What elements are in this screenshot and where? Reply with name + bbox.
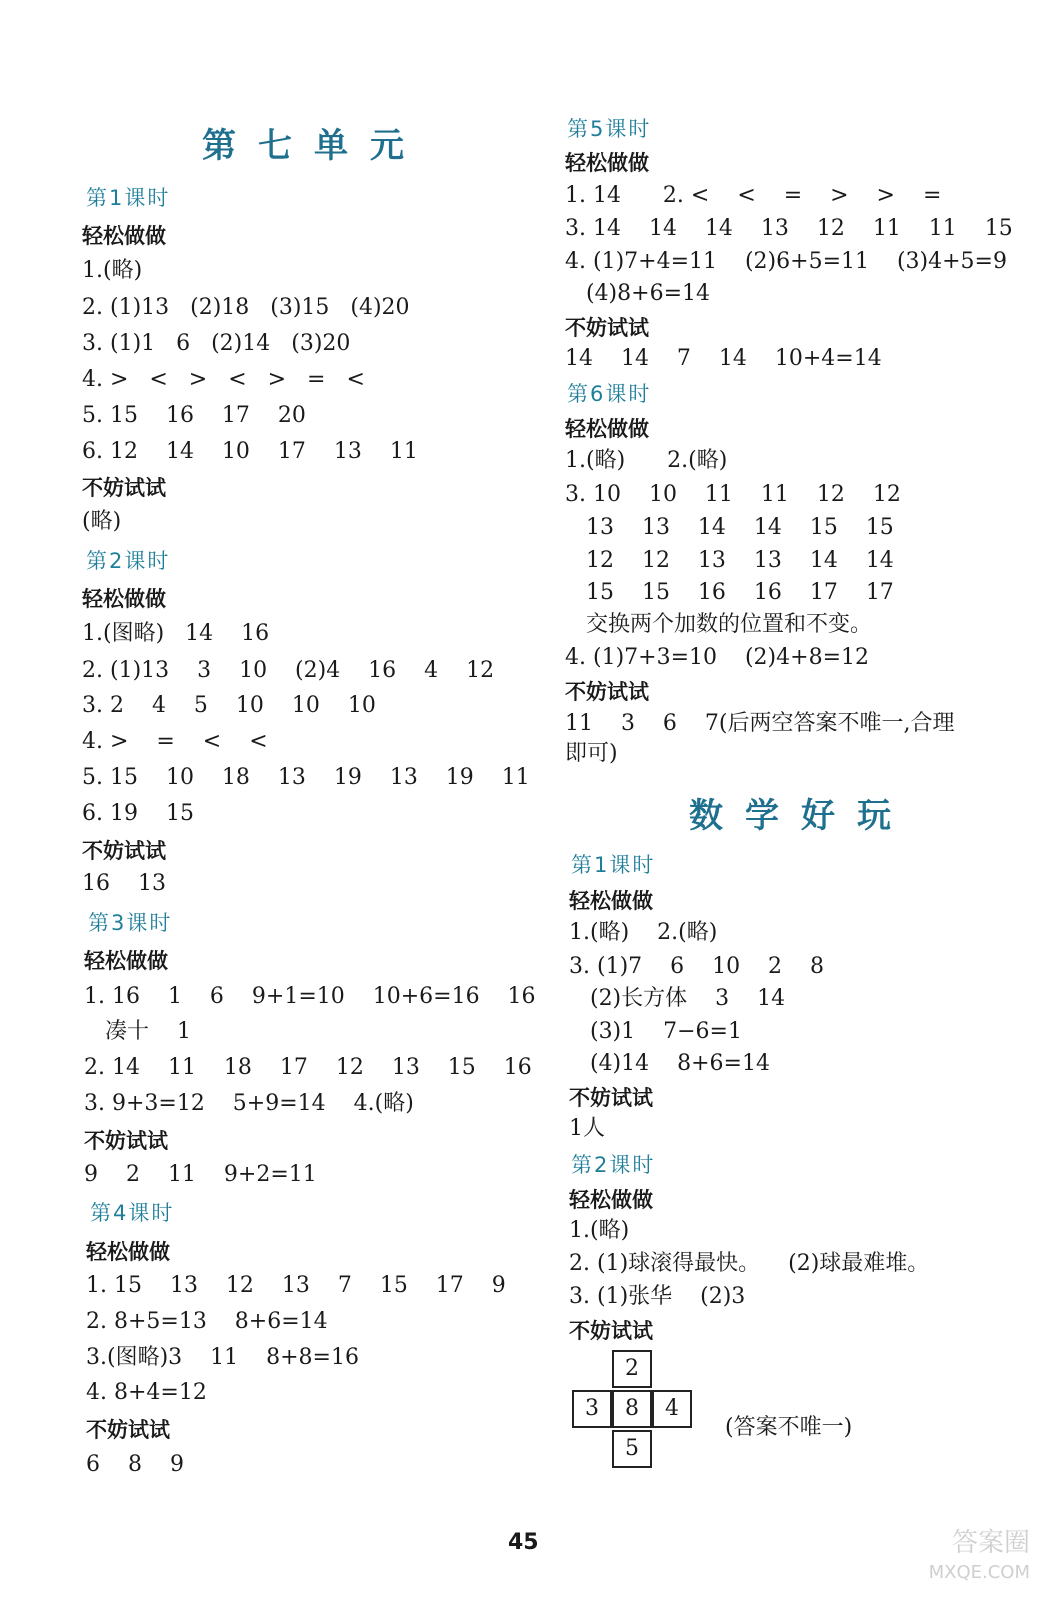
section-heading: 不妨试试 xyxy=(569,1086,653,1110)
answer-note: (答案不唯一) xyxy=(725,1415,853,1440)
answer-line: 即可) xyxy=(565,741,618,766)
answer-line: (4)14 8+6=14 xyxy=(569,1051,770,1076)
lesson-heading: 第3课时 xyxy=(88,911,173,935)
answer-line: 1. 15 13 12 13 7 15 17 9 xyxy=(86,1273,506,1298)
answer-line: (4)8+6=14 xyxy=(565,281,710,306)
grid-cell-bottom: 5 xyxy=(612,1430,652,1468)
answer-line: 11 3 6 7(后两空答案不唯一,合理 xyxy=(565,711,955,736)
answer-line: 3. (1)7 6 10 2 8 xyxy=(569,954,825,979)
answer-line: 2. 8+5=13 8+6=14 xyxy=(86,1309,328,1334)
answer-line: 12 12 13 13 14 14 xyxy=(565,548,894,573)
answer-line: 1人 xyxy=(569,1116,605,1141)
answer-line: 5. 15 16 17 20 xyxy=(82,403,306,428)
lesson-heading: 第5课时 xyxy=(567,117,652,141)
answer-line: 2. (1)球滚得最快。 (2)球最难堆。 xyxy=(569,1251,930,1276)
answer-line: 3. (1)1 6 (2)14 (3)20 xyxy=(82,331,351,356)
answer-line: 3.(图略)3 11 8+8=16 xyxy=(86,1345,359,1370)
section-heading: 轻松做做 xyxy=(84,949,168,973)
lesson-heading: 第2课时 xyxy=(571,1153,656,1177)
answer-line: 3. 14 14 14 13 12 11 11 15 xyxy=(565,216,1013,241)
answer-line: 2. (1)13 (2)18 (3)15 (4)20 xyxy=(82,295,410,320)
unit-title: 第七单元 xyxy=(202,126,426,166)
answer-line: 1.(略) 2.(略) xyxy=(569,920,718,945)
section-heading: 不妨试试 xyxy=(565,680,649,704)
answer-line: 2. (1)13 3 10 (2)4 16 4 12 xyxy=(82,658,495,683)
answer-line: 2. 14 11 18 17 12 13 15 16 xyxy=(84,1055,532,1080)
grid-cell-top: 2 xyxy=(612,1350,652,1388)
answer-line: 1.(略) xyxy=(569,1218,630,1243)
answer-line: 1. 16 1 6 9+1=10 10+6=16 16 xyxy=(84,984,536,1009)
section-heading: 轻松做做 xyxy=(82,224,166,248)
unit-title: 数学好玩 xyxy=(689,796,913,836)
section-heading: 不妨试试 xyxy=(82,839,166,863)
section-heading: 不妨试试 xyxy=(82,476,166,500)
answer-line: 6. 19 15 xyxy=(82,801,194,826)
section-heading: 轻松做做 xyxy=(569,1188,653,1212)
lesson-heading: 第1课时 xyxy=(571,853,656,877)
section-heading: 轻松做做 xyxy=(86,1240,170,1264)
lesson-heading: 第4课时 xyxy=(90,1201,175,1225)
watermark xyxy=(929,1528,1030,1588)
answer-line: 6. 12 14 10 17 13 11 xyxy=(82,439,418,464)
answer-line: 1. 14 2. < < = > > = xyxy=(565,183,942,208)
answer-line: (3)1 7−6=1 xyxy=(569,1019,742,1044)
grid-cell-center: 8 xyxy=(612,1390,652,1428)
section-heading: 轻松做做 xyxy=(565,417,649,441)
watermark-line: MXQE.COM xyxy=(928,1562,1030,1583)
answer-line: 6 8 9 xyxy=(86,1452,184,1477)
answer-line: 1.(略) xyxy=(82,258,143,283)
lesson-heading: 第2课时 xyxy=(86,549,171,573)
section-heading: 不妨试试 xyxy=(84,1129,168,1153)
section-heading: 不妨试试 xyxy=(569,1319,653,1343)
answer-line: 凑十 1 xyxy=(84,1019,191,1044)
answer-line: 14 14 7 14 10+4=14 xyxy=(565,346,882,371)
section-heading: 轻松做做 xyxy=(82,587,166,611)
answer-line: 13 13 14 14 15 15 xyxy=(565,515,894,540)
answer-line: 15 15 16 16 17 17 xyxy=(565,580,894,605)
page-number: 45 xyxy=(508,1530,539,1555)
lesson-heading: 第1课时 xyxy=(86,186,171,210)
answer-line: 5. 15 10 18 13 19 13 19 11 xyxy=(82,765,530,790)
answer-line: 1.(略) 2.(略) xyxy=(565,448,728,473)
answer-line: 3. 9+3=12 5+9=14 4.(略) xyxy=(84,1091,414,1116)
section-heading: 不妨试试 xyxy=(86,1418,170,1442)
answer-line: 3. 2 4 5 10 10 10 xyxy=(82,693,376,718)
section-heading: 轻松做做 xyxy=(569,889,653,913)
answer-line: (略) xyxy=(82,509,122,534)
answer-line: 4. 8+4=12 xyxy=(86,1380,207,1405)
section-heading: 不妨试试 xyxy=(565,316,649,340)
watermark-line: 答案圈 xyxy=(951,1528,1030,1558)
answer-line: 4. > = < < xyxy=(82,729,268,754)
grid-cell-right: 4 xyxy=(652,1390,692,1428)
answer-line: 3. (1)张华 (2)3 xyxy=(569,1284,746,1309)
answer-line: 4. (1)7+3=10 (2)4+8=12 xyxy=(565,645,869,670)
grid-cell-left: 3 xyxy=(572,1390,612,1428)
answer-line: 4. > < > < > = < xyxy=(82,367,365,392)
number-cross-grid xyxy=(569,1350,699,1476)
answer-line: 交换两个加数的位置和不变。 xyxy=(565,612,872,637)
answer-line: 1.(图略) 14 16 xyxy=(82,621,270,646)
lesson-heading: 第6课时 xyxy=(567,382,652,406)
answer-line: 4. (1)7+4=11 (2)6+5=11 (3)4+5=9 xyxy=(565,249,1007,274)
answer-line: (2)长方体 3 14 xyxy=(569,986,786,1011)
answer-line: 16 13 xyxy=(82,871,166,896)
answer-line: 3. 10 10 11 11 12 12 xyxy=(565,482,901,507)
section-heading: 轻松做做 xyxy=(565,151,649,175)
answer-line: 9 2 11 9+2=11 xyxy=(84,1162,317,1187)
